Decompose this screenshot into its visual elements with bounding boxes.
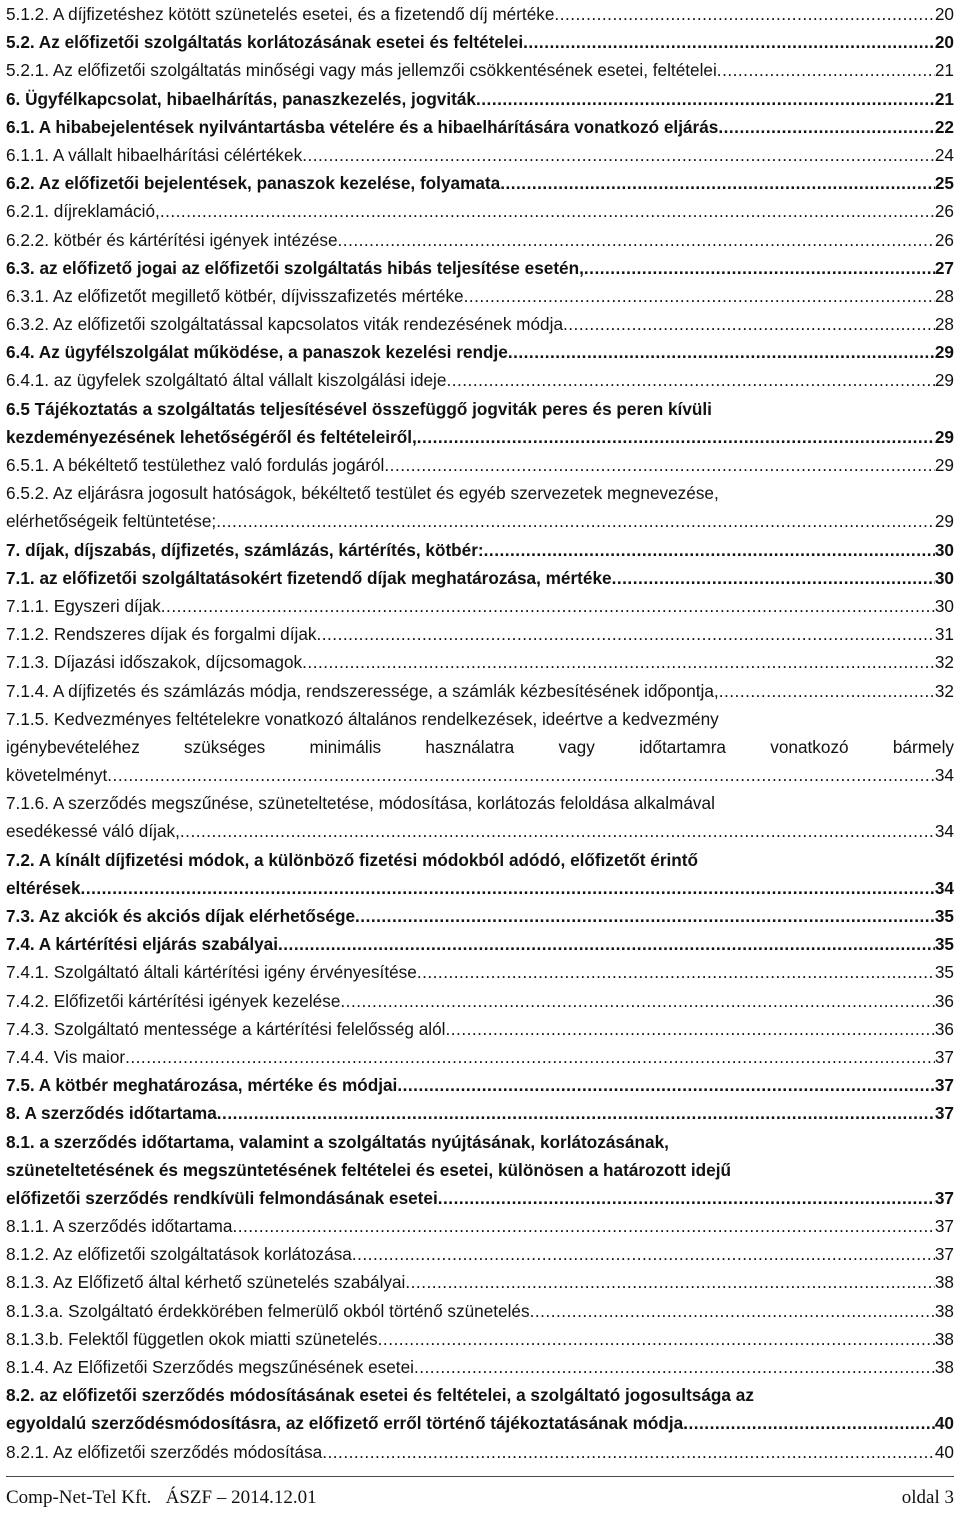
toc-entry[interactable]	[6, 28, 954, 56]
toc-dot-leader	[278, 930, 935, 958]
toc-entry[interactable]	[6, 817, 954, 845]
toc-entry[interactable]	[6, 733, 954, 761]
toc-page-number: 40	[934, 1413, 954, 1434]
toc-page-number: 29	[934, 511, 954, 532]
toc-entry[interactable]	[6, 85, 954, 113]
toc-entry-title: 6.3. az előfizető jogai az előfizetői szolgáltatás hibás teljesítése esetén,	[6, 257, 584, 278]
toc-page-number: 37	[934, 1216, 954, 1237]
toc-entry[interactable]	[6, 1212, 954, 1240]
toc-entry-title: 7.2. A kínált díjfizetési módok, a különböző fizetési módokból adódó, előfizetőt érintő	[6, 849, 699, 870]
toc-page-number: 32	[934, 680, 954, 701]
toc-entry-title: 5.2. Az előfizetői szolgáltatás korlátozásának esetei és feltételei	[6, 32, 524, 53]
toc-entry[interactable]	[6, 423, 954, 451]
toc-entry[interactable]	[6, 648, 954, 676]
toc-page-number: 37	[934, 1075, 954, 1096]
toc-entry-title: 7.1. az előfizetői szolgáltatásokért fizetendő díjak meghatározása, mértéke	[6, 567, 612, 588]
toc-dot-leader	[446, 366, 934, 394]
toc-entry-title: 6.4. Az ügyfélszolgálat működése, a panaszok kezelési rendje	[6, 342, 508, 363]
toc-entry-title: egyoldalú szerződésmódosításra, az előfizető erről történő tájékoztatásának módja	[6, 1413, 684, 1434]
toc-page-number: 34	[934, 765, 954, 786]
toc-entry-title: 7.4. A kártérítési eljárás szabályai	[6, 934, 278, 955]
toc-entry[interactable]	[6, 226, 954, 254]
toc-entry-title: 7.1.6. A szerződés megszűnése, szüneteltetése, módosítása, korlátozás feloldása alkalmával	[6, 793, 715, 814]
toc-entry[interactable]	[6, 282, 954, 310]
toc-entry[interactable]	[6, 254, 954, 282]
toc-page-number: 21	[934, 60, 954, 81]
toc-dot-leader	[476, 85, 935, 113]
toc-entry-title: 7.1.1. Egyszeri díjak	[6, 595, 161, 616]
toc-page-number: 20	[934, 4, 954, 24]
toc-dot-leader	[438, 1184, 935, 1212]
toc-page-number: 36	[934, 990, 954, 1011]
toc-entry-title: 8.1. a szerződés időtartama, valamint a szolgáltatás nyújtásának, korlátozásának,	[6, 1131, 669, 1152]
toc-entry[interactable]	[6, 366, 954, 394]
toc-entry-title: 7.1.3. Díjazási időszakok, díjcsomagok	[6, 652, 303, 673]
toc-entry-title: 6.5 Tájékoztatás a szolgáltatás teljesítésével összefüggő jogviták peres és peren kívüli	[6, 398, 712, 419]
toc-entry-title: 7.4.2. Előfizetői kártérítési igények kezelése	[6, 990, 341, 1011]
footer-document-label: Comp-Net-Tel Kft. ÁSZF – 2014.12.01	[6, 1487, 317, 1508]
toc-dot-leader	[302, 141, 935, 169]
toc-dot-leader	[523, 28, 935, 56]
toc-entry[interactable]	[6, 930, 954, 958]
toc-page-number: 29	[934, 455, 954, 475]
toc-dot-leader	[464, 282, 935, 310]
toc-entry[interactable]	[6, 0, 954, 28]
toc-dot-leader	[322, 1438, 935, 1466]
toc-entry[interactable]	[6, 536, 954, 564]
toc-dot-leader	[302, 648, 935, 676]
toc-entry-title: 6.5.1. A békéltető testülethez való fordulás jogáról	[6, 455, 385, 475]
toc-entry-title: szüneteltetésének és megszüntetésének feltételei és esetei, különösen a határozott idejű	[6, 1159, 731, 1180]
toc-entry-title: 8.1.2. Az előfizetői szolgáltatások korlátozása	[6, 1244, 352, 1265]
toc-dot-leader	[683, 1409, 935, 1437]
toc-entry[interactable]	[6, 1297, 954, 1325]
toc-page-number: 37	[934, 1244, 954, 1265]
toc-entry-title: 7.4.1. Szolgáltató általi kártérítési igény érvényesítése	[6, 962, 417, 983]
toc-entry-title: 6.1. A hibabejelentések nyilvántartásba vételére és a hibaelhárítására vonatkozó eljárás	[6, 116, 719, 137]
toc-entry-title: 6.2.1. díjreklamáció,	[6, 201, 160, 222]
toc-entry-title: esedékessé váló díjak,	[6, 821, 180, 842]
toc-entry[interactable]	[6, 592, 954, 620]
toc-dot-leader	[378, 1325, 935, 1353]
toc-dot-leader	[232, 1212, 934, 1240]
toc-dot-leader	[180, 817, 935, 845]
toc-page-number: 37	[934, 1046, 954, 1067]
toc-entry-title: 7.4.3. Szolgáltató mentessége a kártérítési felelősség alól	[6, 1018, 446, 1039]
toc-entry[interactable]	[6, 902, 954, 930]
toc-entry-title: 8.2. az előfizetői szerződés módosításának esetei és feltételei, a szolgáltató jogosultsága az	[6, 1385, 754, 1406]
toc-page-number: 32	[934, 652, 954, 673]
toc-dot-leader	[316, 620, 934, 648]
toc-entry[interactable]	[6, 338, 954, 366]
toc-dot-leader	[484, 536, 935, 564]
toc-entry-title: igénybevételéhez szükséges minimális használatra vagy időtartamra vonatkozó bármely	[6, 736, 954, 757]
toc-entry[interactable]	[6, 705, 954, 733]
toc-dot-leader	[338, 226, 935, 254]
toc-entry-title: 6.3.2. Az előfizetői szolgáltatással kapcsolatos viták rendezésének módja	[6, 314, 563, 335]
toc-entry[interactable]	[6, 395, 954, 423]
toc-entry[interactable]	[6, 169, 954, 197]
toc-entry[interactable]	[6, 197, 954, 225]
toc-entry[interactable]	[6, 1156, 954, 1184]
toc-dot-leader	[446, 1015, 935, 1043]
toc-entry-title: 6.3.1. Az előfizetőt megillető kötbér, díjvisszafizetés mértéke	[6, 285, 464, 306]
toc-dot-leader	[717, 56, 935, 84]
toc-entry[interactable]	[6, 1268, 954, 1296]
toc-page-number: 30	[934, 567, 954, 588]
toc-entry[interactable]	[6, 1128, 954, 1156]
toc-dot-leader	[161, 592, 935, 620]
toc-dot-leader	[508, 338, 935, 366]
toc-page-number: 26	[934, 201, 954, 222]
toc-page-number: 34	[934, 821, 954, 842]
toc-entry[interactable]	[6, 761, 954, 789]
toc-page-number: 35	[934, 934, 954, 955]
footer-divider	[6, 1476, 954, 1477]
toc-entry-title: 8.1.4. Az Előfizetői Szerződés megszűnésének esetei	[6, 1357, 414, 1377]
toc-entry-title: 7.3. Az akciók és akciós díjak elérhetősége	[6, 906, 356, 926]
toc-page-number: 20	[934, 32, 954, 53]
toc-page-number: 37	[934, 1187, 954, 1208]
toc-entry-title: 6.2. Az előfizetői bejelentések, panaszok kezelése, folyamata	[6, 173, 501, 194]
toc-entry[interactable]	[6, 507, 954, 535]
toc-entry-title: 8. A szerződés időtartama	[6, 1103, 217, 1124]
toc-page-number: 34	[934, 877, 954, 898]
toc-entry[interactable]	[6, 789, 954, 817]
toc-entry[interactable]	[6, 1184, 954, 1212]
toc-entry[interactable]	[6, 56, 954, 84]
toc-dot-leader	[405, 1268, 935, 1296]
toc-entry-title: előfizetői szerződés rendkívüli felmondásának esetei	[6, 1187, 438, 1208]
toc-page-number: 29	[934, 370, 954, 391]
toc-dot-leader	[417, 958, 935, 986]
toc-entry[interactable]	[6, 1353, 954, 1381]
toc-dot-leader	[417, 423, 935, 451]
footer-page-number: oldal 3	[901, 1487, 954, 1508]
toc-page-number: 37	[934, 1103, 954, 1124]
toc-dot-leader	[216, 507, 935, 535]
toc-page-number: 40	[934, 1441, 954, 1462]
toc-page-number: 26	[934, 229, 954, 250]
toc-dot-leader	[554, 0, 934, 28]
toc-entry-title: 8.2.1. Az előfizetői szerződés módosítása	[6, 1441, 323, 1462]
toc-entry[interactable]	[6, 846, 954, 874]
toc-entry-title: kezdeményezésének lehetőségéről és feltételeiről,	[6, 426, 417, 447]
toc-entry[interactable]	[6, 1381, 954, 1409]
toc-dot-leader	[160, 197, 935, 225]
toc-entry[interactable]	[6, 564, 954, 592]
toc-dot-leader	[107, 761, 935, 789]
toc-entry[interactable]	[6, 1240, 954, 1268]
toc-page-number: 38	[934, 1300, 954, 1321]
toc-entry[interactable]	[6, 451, 954, 479]
toc-dot-leader	[355, 902, 935, 930]
toc-dot-leader	[414, 1353, 935, 1381]
toc-dot-leader	[397, 1071, 935, 1099]
toc-page-number: 25	[934, 173, 954, 194]
toc-entry-title: 6.4.1. az ügyfelek szolgáltató által vállalt kiszolgálási ideje	[6, 370, 447, 391]
toc-dot-leader	[384, 451, 934, 479]
toc-entry-title: 8.1.1. A szerződés időtartama	[6, 1216, 233, 1237]
toc-page-number: 36	[934, 1018, 954, 1039]
toc-page-number: 30	[934, 539, 954, 560]
toc-entry[interactable]	[6, 1438, 954, 1466]
toc-entry[interactable]	[6, 987, 954, 1015]
toc-entry-title: 7. díjak, díjszabás, díjfizetés, számlázás, kártérítés, kötbér:	[6, 539, 484, 560]
toc-entry-title: 7.1.2. Rendszeres díjak és forgalmi díjak	[6, 624, 317, 645]
toc-entry-title: eltérések	[6, 877, 81, 898]
toc-entry[interactable]	[6, 1409, 954, 1437]
table-of-contents	[6, 0, 954, 1466]
toc-entry[interactable]	[6, 620, 954, 648]
toc-page-number: 38	[934, 1357, 954, 1377]
toc-entry[interactable]	[6, 479, 954, 507]
toc-dot-leader	[81, 874, 935, 902]
toc-page-number: 28	[934, 285, 954, 306]
toc-entry-title: 8.1.3.a. Szolgáltató érdekkörében felmerülő okból történő szünetelés	[6, 1300, 530, 1321]
toc-entry-title: 8.1.3.b. Felektől független okok miatti szünetelés	[6, 1328, 378, 1349]
toc-entry-title: 7.1.5. Kedvezményes feltételekre vonatkozó általános rendelkezések, ideértve a kedvezmény	[6, 708, 719, 729]
toc-entry-title: 5.1.2. A díjfizetéshez kötött szünetelés esetei, és a fizetendő díj mértéke	[6, 4, 555, 24]
toc-entry[interactable]	[6, 958, 954, 986]
toc-page-number: 29	[934, 426, 954, 447]
toc-entry[interactable]	[6, 1043, 954, 1071]
toc-entry-title: 6.5.2. Az eljárásra jogosult hatóságok, békéltető testület és egyéb szervezetek megnevezése,	[6, 483, 719, 504]
toc-entry[interactable]	[6, 677, 954, 705]
toc-page-number: 22	[934, 116, 954, 137]
toc-page-number: 38	[934, 1272, 954, 1293]
toc-page-number: 27	[934, 257, 954, 278]
toc-entry-title: 6.1.1. A vállalt hibaelhárítási célértékek	[6, 144, 303, 165]
toc-page-number: 35	[934, 906, 954, 926]
toc-entry-title: elérhetőségeik feltüntetése;	[6, 511, 217, 532]
toc-entry-title: 7.4.4. Vis maior	[6, 1046, 126, 1067]
toc-dot-leader	[719, 677, 935, 705]
toc-dot-leader	[340, 987, 934, 1015]
toc-entry[interactable]	[6, 113, 954, 141]
toc-page-number: 24	[934, 144, 954, 165]
toc-dot-leader	[584, 254, 935, 282]
toc-dot-leader	[217, 1099, 935, 1127]
toc-entry[interactable]	[6, 141, 954, 169]
toc-entry-title: 8.1.3. Az Előfizető által kérhető szünetelés szabályai	[6, 1272, 406, 1293]
toc-dot-leader	[612, 564, 935, 592]
toc-entry-title: 5.2.1. Az előfizetői szolgáltatás minőségi vagy más jellemzői csökkentésének esetei, feltételei	[6, 60, 717, 81]
toc-page-number: 30	[934, 595, 954, 616]
toc-page-number: 21	[934, 88, 954, 109]
toc-entry[interactable]	[6, 1325, 954, 1353]
toc-dot-leader	[530, 1297, 935, 1325]
toc-entry[interactable]	[6, 310, 954, 338]
toc-entry-title: 7.1.4. A díjfizetés és számlázás módja, rendszeressége, a számlák kézbesítésének időpontja,	[6, 680, 719, 701]
toc-entry-title: 6.2.2. kötbér és kártérítési igények intézése	[6, 229, 338, 250]
toc-entry[interactable]	[6, 874, 954, 902]
toc-dot-leader	[718, 113, 935, 141]
toc-dot-leader	[352, 1240, 935, 1268]
toc-page-number: 28	[934, 314, 954, 335]
toc-page-number: 31	[934, 624, 954, 645]
toc-page-number: 38	[934, 1328, 954, 1349]
toc-entry-title: 6. Ügyfélkapcsolat, hibaelhárítás, panaszkezelés, jogviták	[6, 88, 476, 109]
toc-entry[interactable]	[6, 1071, 954, 1099]
toc-dot-leader	[500, 169, 935, 197]
toc-entry-title: követelményt	[6, 765, 108, 786]
toc-entry-title: 7.5. A kötbér meghatározása, mértéke és módjai	[6, 1075, 398, 1096]
page-footer	[6, 1485, 954, 1511]
toc-page-number: 35	[934, 962, 954, 983]
toc-dot-leader	[125, 1043, 935, 1071]
toc-dot-leader	[563, 310, 935, 338]
toc-entry[interactable]	[6, 1015, 954, 1043]
toc-page-number: 29	[934, 342, 954, 363]
toc-entry[interactable]	[6, 1099, 954, 1127]
